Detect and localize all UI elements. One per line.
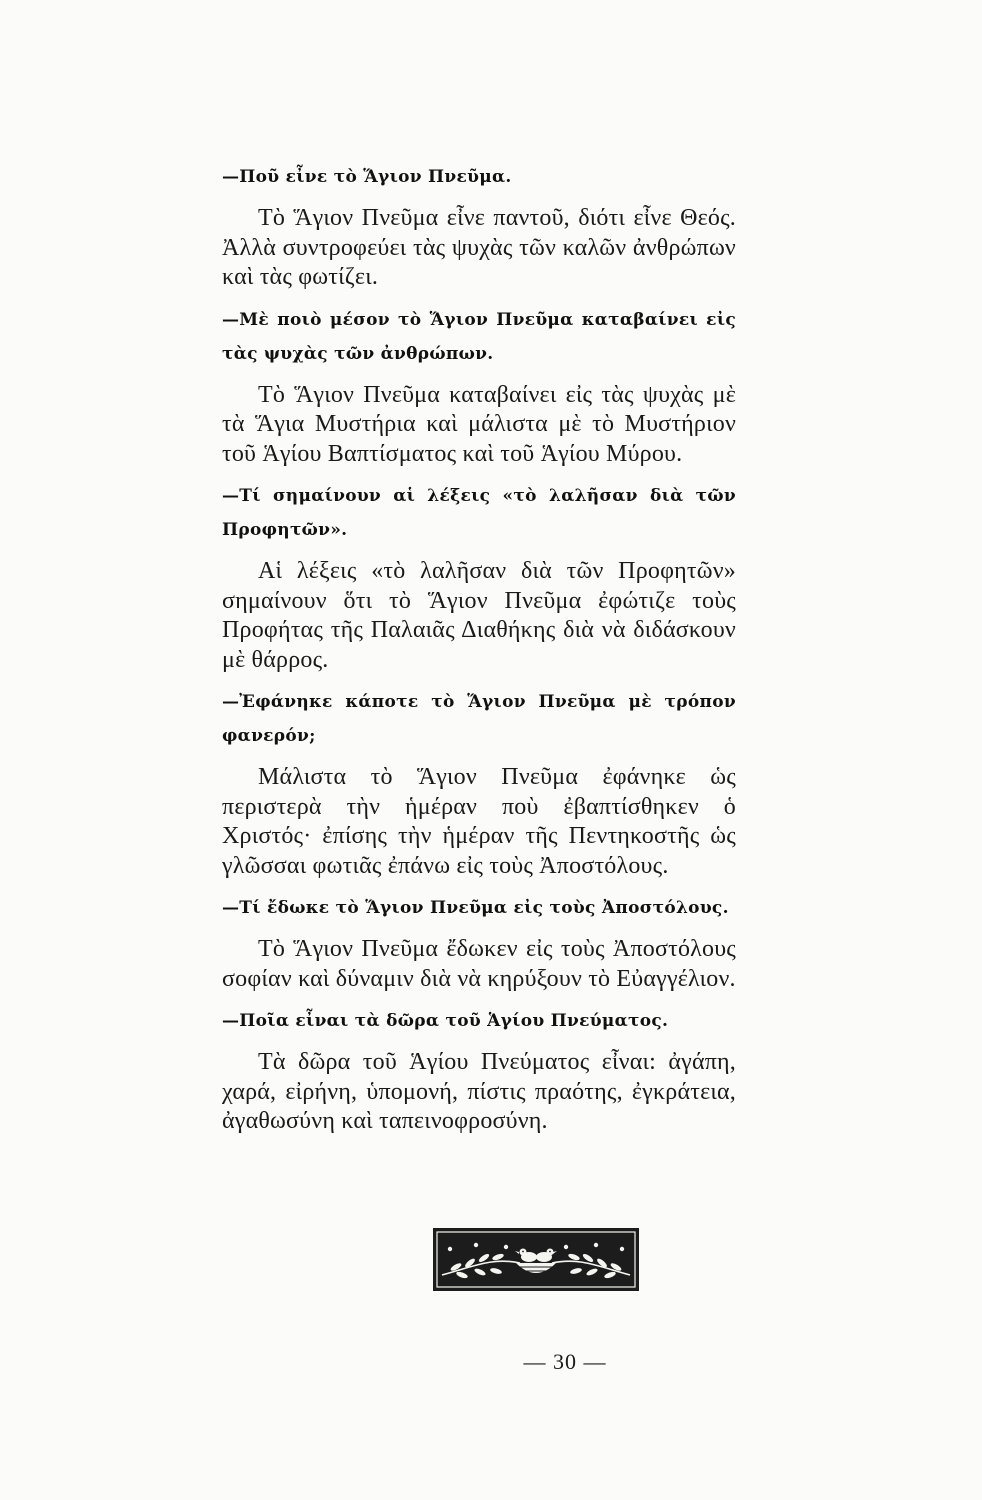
answer-5: Τὸ Ἅγιον Πνεῦμα ἔδωκεν εἰς τοὺς Ἀποστόλους σοφίαν καὶ δύναμιν διὰ νὰ κηρύξουν τὸ Εὐαγγέλιον. [222, 936, 736, 992]
answer-1: Τὸ Ἅγιον Πνεῦμα εἶνε παντοῦ, διότι εἶνε Θεός. Ἀλλὰ συντροφεύει τὰς ψυχὰς τῶν καλῶν ἀνθρώπων καὶ τὰς φωτίζει. [222, 205, 736, 290]
question-6: —Ποῖα εἶναι τὰ δῶρα τοῦ Ἁγίου Πνεύματος. [222, 1011, 669, 1031]
question-2: —Μὲ ποιὸ μέσον τὸ Ἅγιον Πνεῦμα καταβαίνει εἰς τὰς ψυχὰς τῶν ἀνθρώπων. [222, 309, 736, 364]
catechism-text [222, 160, 736, 1147]
question-5: —Τί ἔδωκε τὸ Ἅγιον Πνεῦμα εἰς τοὺς Ἀποστόλους. [222, 898, 729, 918]
question-4: —Ἐφάνηκε κάποτε τὸ Ἅγιον Πνεῦμα μὲ τρόπον φανερόν; [222, 692, 736, 746]
question-3: —Τί σημαίνουν αἱ λέξεις «τὸ λαλῆσαν διὰ τῶν Προφητῶν». [222, 486, 736, 540]
page-number: — 30 — [523, 1349, 607, 1374]
answer-4: Μάλιστα τὸ Ἅγιον Πνεῦμα ἐφάνηκε ὡς περιστερὰ τὴν ἡμέραν ποὺ ἐβαπτίσθηκεν ὁ Χριστός· ἐπίσης τὴν ἡμέραν τῆς Πεντηκοστῆς ὡς γλῶσσαι φωτιᾶς ἐπάνω εἰς τοὺς Ἀποστόλους. [222, 764, 736, 879]
answer-3: Αἱ λέξεις «τὸ λαλῆσαν διὰ τῶν Προφητῶν» σημαίνουν ὅτι τὸ Ἅγιον Πνεῦμα ἐφώτιζε τοὺς Προφήτας τῆς Παλαιᾶς Διαθήκης διὰ νὰ διδάσκουν μὲ θάρρος. [222, 558, 736, 673]
answer-2: Τὸ Ἅγιον Πνεῦμα καταβαίνει εἰς τὰς ψυχὰς μὲ τὰ Ἅγια Μυστήρια καὶ μάλιστα μὲ τὸ Μυστήριον τοῦ Ἁγίου Βαπτίσματος καὶ τοῦ Ἁγίου Μύρου. [222, 381, 736, 467]
question-1: —Ποῦ εἶνε τὸ Ἅγιον Πνεῦμα. [222, 167, 512, 187]
birds-in-nest-ornament-icon [432, 1227, 640, 1292]
answer-6: Τὰ δῶρα τοῦ Ἁγίου Πνεύματος εἶναι: ἀγάπη, χαρά, εἰρήνη, ὑπομονή, πίστις πραότης, ἐγκράτεια, ἀγαθωσύνη καὶ ταπεινοφροσύνη. [222, 1049, 736, 1134]
